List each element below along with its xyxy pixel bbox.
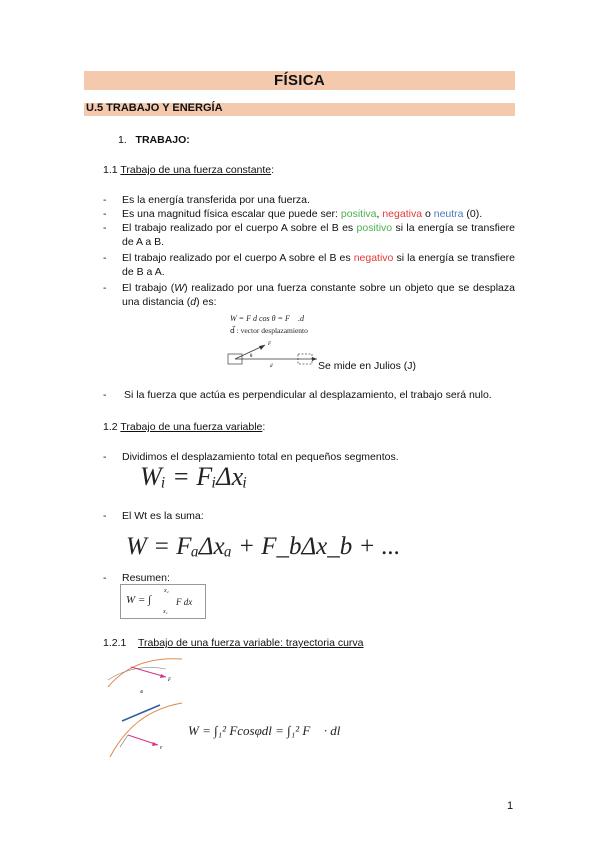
sum-work-formula: W = FₐΔxₐ + F_bΔx_b + ... <box>126 533 401 560</box>
subheading-number: 1.2.1 <box>103 637 127 649</box>
subheading-number: 1.1 <box>103 164 118 176</box>
normal-line <box>120 735 128 747</box>
neutral-word: neutra <box>433 208 464 220</box>
bullet-dash: - <box>103 208 107 220</box>
negative-word: negativa <box>382 208 423 220</box>
force-diagram <box>225 337 320 371</box>
bullet-dash: - <box>103 389 107 401</box>
segment-work-formula: Wᵢ = FᵢΔxᵢ <box>140 462 248 491</box>
subheading-colon: : <box>271 164 275 176</box>
work-formula: W = F d cos θ = F⃗ .d⃗ <box>230 314 311 323</box>
heading-number: 1. <box>118 134 127 146</box>
curve-diagram-1 <box>106 655 184 695</box>
subheading-label: Trabajo de una fuerza variable <box>120 421 263 433</box>
subheading-label: Trabajo de una fuerza constante <box>120 164 272 176</box>
arrow-head <box>312 357 317 361</box>
displacement-vector <box>122 705 160 721</box>
integral-lower-limit: x₁ <box>163 609 168 615</box>
arrow-head <box>152 742 158 746</box>
bullet-trabajo-positivo <box>122 221 515 249</box>
bullet-magnitud <box>122 207 482 221</box>
text-span: si la energía se transfiere de B a A. <box>122 252 515 278</box>
bullet-dash: - <box>103 222 107 234</box>
page-number: 1 <box>507 800 514 812</box>
bullet-dash: - <box>103 451 107 463</box>
vector-label: d⃗ : vector desplazamiento <box>230 326 308 335</box>
bullet-dash: - <box>103 282 107 294</box>
text-span: o <box>422 208 434 220</box>
integral-upper-limit: x₂ <box>164 588 169 594</box>
text-span: El trabajo ( <box>122 282 175 294</box>
curve-work-formula: W = ∫₁² Fcosφdl = ∫₁² F⃗ · dl⃗ <box>188 723 351 738</box>
section-title: U.5 TRABAJO Y ENERGÍA <box>86 102 223 114</box>
arrow-head <box>160 674 166 678</box>
bullet-dividimos: Dividimos el desplazamiento total en pequeños segmentos. <box>122 451 399 463</box>
force-label: F <box>168 678 172 683</box>
subheading-colon: : <box>262 421 266 433</box>
force-label: F <box>160 745 163 750</box>
curve-diagram-2 <box>108 697 184 763</box>
arrow-head <box>259 345 265 350</box>
subheading-number: 1.2 <box>103 421 118 433</box>
force-label: F <box>268 342 272 347</box>
text-span: ) realizado por una fuerza constante sobre un objeto que se desplaza una distancia ( <box>122 282 515 308</box>
subheading-fuerza-constante <box>103 163 274 177</box>
subheading-trayectoria-curva <box>103 636 364 650</box>
distance-label: d <box>270 364 273 369</box>
dl-label: dl <box>140 689 144 694</box>
bullet-dash: - <box>103 510 107 522</box>
integral-box <box>120 584 206 619</box>
text-span: si la energía se transfiere de A a B. <box>122 222 515 248</box>
subheading-label: Trabajo de una fuerza variable: trayectoria curva <box>138 637 364 649</box>
integral-integrand: F dx <box>176 597 193 607</box>
positive-word: positiva <box>340 208 377 220</box>
bullet-energia: Es la energía transferida por una fuerza. <box>122 194 310 206</box>
positive-word: positivo <box>356 222 393 234</box>
subheading-fuerza-variable <box>103 420 265 434</box>
variable-d: d <box>190 296 197 308</box>
page-title: FÍSICA <box>274 72 325 89</box>
angle-label: θ <box>250 354 253 359</box>
integral-formula: W = ∫ <box>126 594 152 606</box>
bullet-dash: - <box>103 252 107 264</box>
text-span: , <box>376 208 383 220</box>
heading-trabajo <box>118 133 190 147</box>
bullet-resumen: Resumen: <box>122 572 170 584</box>
heading-label: TRABAJO: <box>135 134 190 146</box>
variable-W: W <box>174 282 185 294</box>
text-span: (0). <box>463 208 483 220</box>
text-span: El trabajo realizado por el cuerpo A sobre el B es <box>122 252 354 264</box>
units-note: Se mide en Julios (J) <box>318 360 417 372</box>
bullet-trabajo-definicion <box>122 281 515 309</box>
bullet-perpendicular: Si la fuerza que actúa es perpendicular al desplazamiento, el trabajo será nulo. <box>124 389 492 401</box>
bullet-trabajo-negativo <box>122 251 515 279</box>
text-span: Es una magnitud física escalar que puede ser: <box>122 208 341 220</box>
negative-word: negativo <box>353 252 394 264</box>
text-span: El trabajo realizado por el cuerpo A sobre el B es <box>122 222 357 234</box>
text-span: ) es: <box>196 296 217 308</box>
bullet-suma: El Wt es la suma: <box>122 510 204 522</box>
bullet-dash: - <box>103 194 107 206</box>
bullet-dash: - <box>103 572 107 584</box>
